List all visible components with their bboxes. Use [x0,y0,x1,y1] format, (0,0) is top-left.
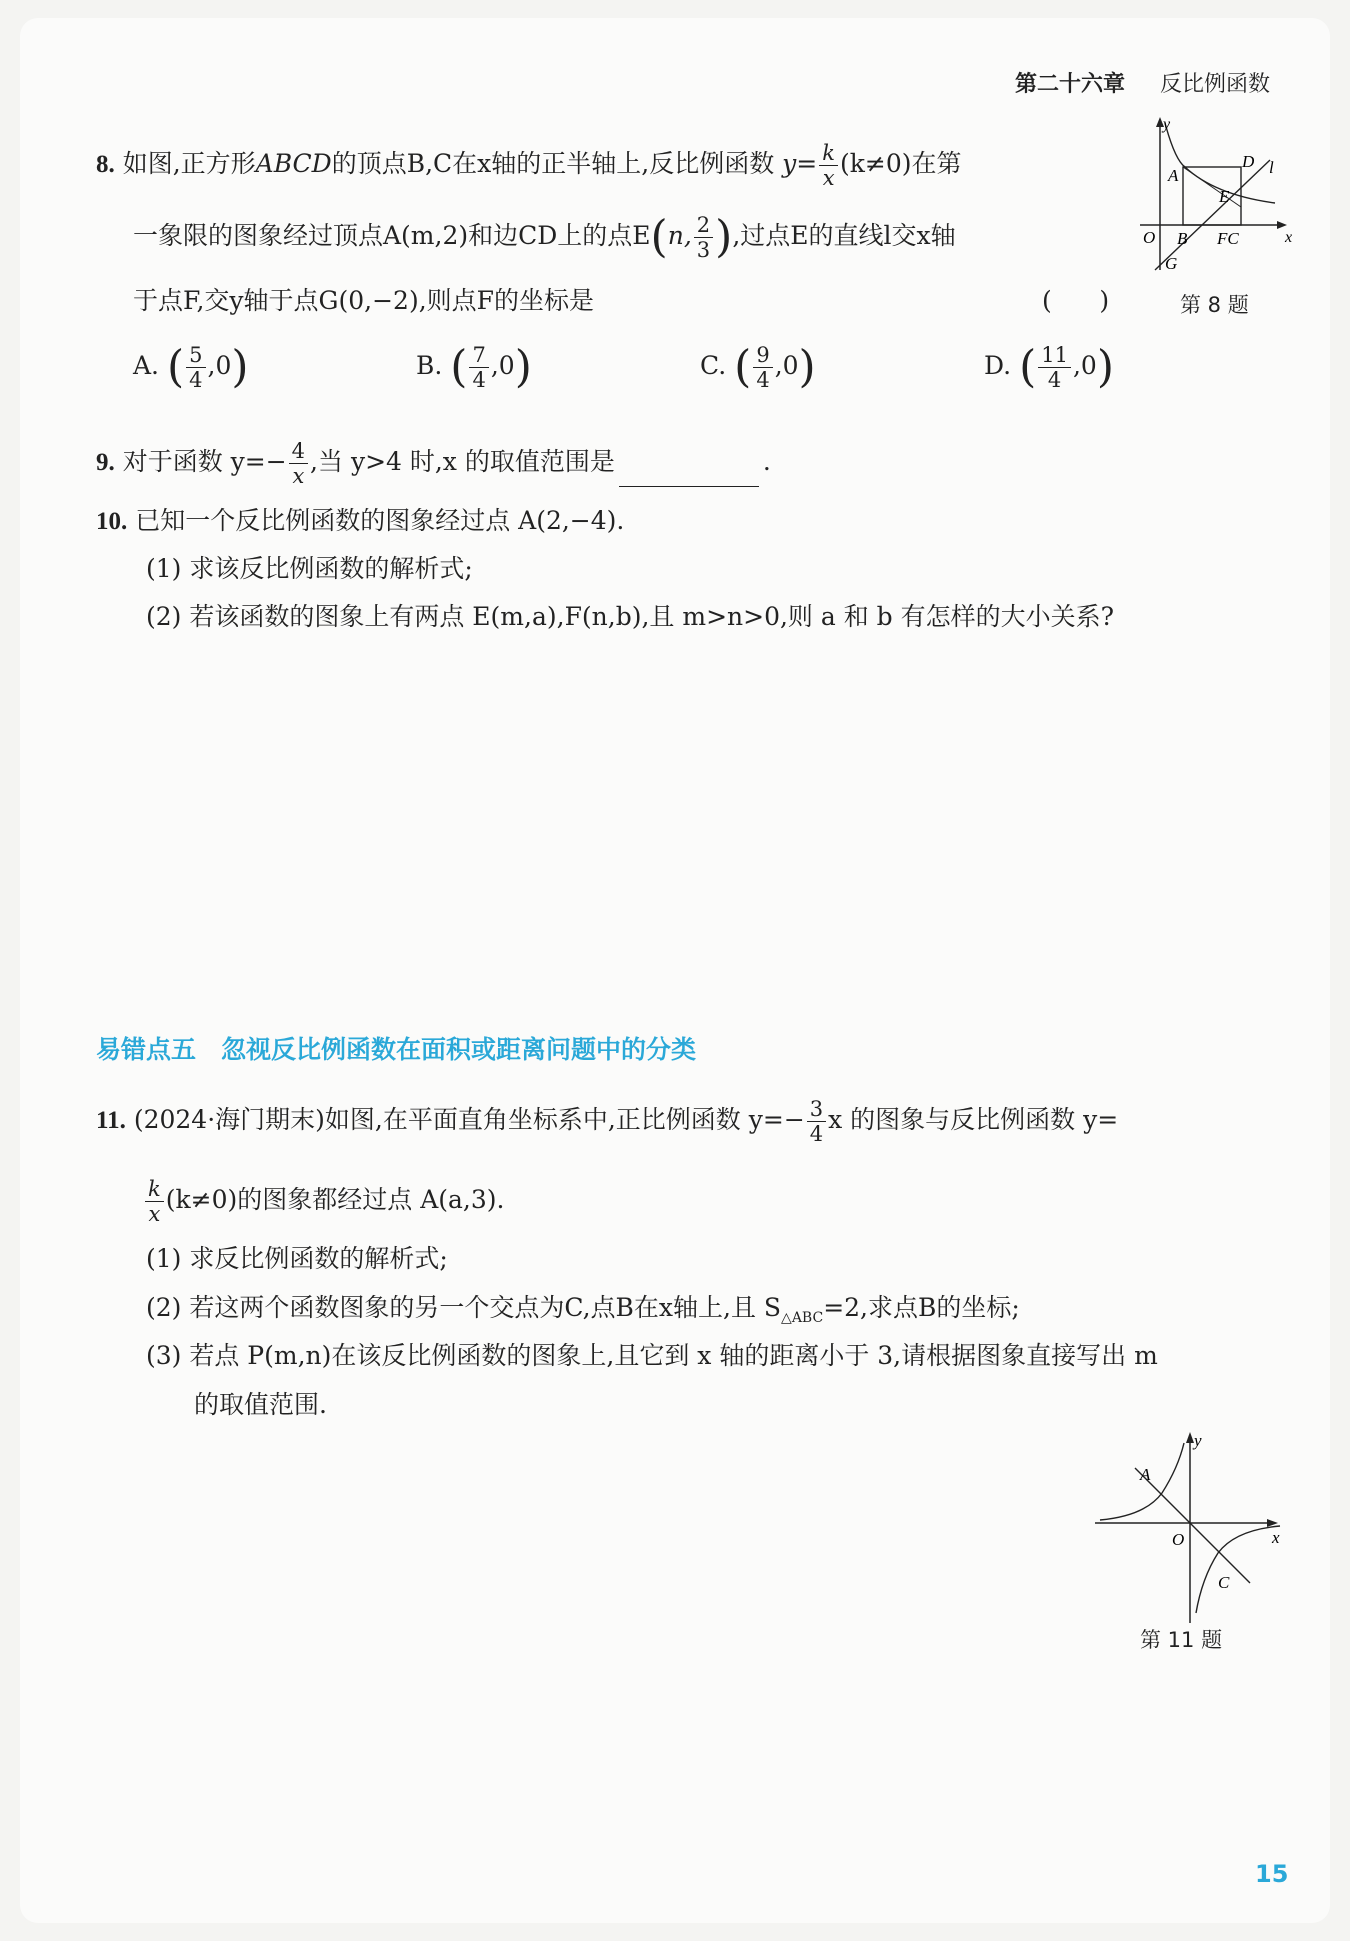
option-label: A. [133,351,160,381]
numerator: 3 [807,1098,826,1122]
text: 如图,正方形 [122,149,256,179]
label-d: D [1242,152,1255,171]
question-number: 9. [96,449,115,477]
fraction [807,1098,826,1145]
option-label: B. [416,351,443,381]
chapter-label: 第二十六章 [1015,72,1126,97]
denominator: x [292,464,305,489]
question-11-line1 [96,1098,1118,1145]
paren: ) [715,211,733,263]
paren: ) [1096,341,1114,393]
question-11-part1: (1) 求反比例函数的解析式; [146,1244,448,1273]
question-8-line1 [96,142,962,189]
denominator: 4 [472,368,486,393]
numerator: 4 [289,440,308,464]
text: y= [782,149,818,179]
numerator: 5 [186,344,205,368]
segment-ae [1183,167,1241,207]
denominator: 4 [189,368,203,393]
denominator: 4 [809,1122,824,1147]
fraction [186,344,205,391]
label-g: G [1165,254,1178,273]
text: n, [667,221,692,251]
question-10-stem [96,508,624,534]
figure-11-caption: 第 11 题 [1140,1628,1223,1652]
text: ,过点E的直线l交x轴 [732,221,956,251]
paren: ( [1019,341,1037,393]
answer-bracket: ( ) [1042,286,1110,315]
text: x 的图象与反比例函数 y= [828,1105,1119,1135]
numerator: 2 [694,214,713,238]
label-a: A [1168,166,1179,185]
option-label: D. [984,351,1012,381]
numerator: k [819,142,838,166]
text: 对于函数 y=− [122,447,287,477]
option-label: C. [700,351,727,381]
denominator: 4 [1047,368,1062,393]
fraction [819,142,838,189]
option-d [984,341,1114,393]
denominator: x [148,1202,161,1227]
section-heading: 易错点五 忽视反比例函数在面积或距离问题中的分类 [96,1035,697,1064]
text: (2024·海门期末)如图,在平面直角坐标系中,正比例函数 y=− [133,1105,805,1135]
paren: ) [798,341,816,393]
line-y-neg-three-quarters-x [1135,1468,1250,1583]
x-axis-arrow [1277,221,1287,229]
label-x: x [1272,1528,1280,1547]
text: ,0 [490,351,515,381]
paren: ) [514,341,532,393]
denominator: x [822,166,835,191]
y-axis-arrow [1186,1432,1194,1443]
question-9 [96,440,771,487]
subscript: △ABC [781,1310,824,1326]
question-number: 11. [96,1107,126,1135]
label-c: C [1218,1573,1230,1592]
label-fc: FC [1217,229,1239,248]
paren: ) [231,341,249,393]
text: 已知一个反比例函数的图象经过点 A(2,−4). [135,506,625,535]
question-11-part3-cont: 的取值范围. [194,1390,327,1419]
label-x: x [1285,229,1293,246]
fraction [753,344,772,391]
label-l: l [1269,158,1274,177]
label-y: y [1163,116,1171,133]
question-10-part2: (2) 若该函数的图象上有两点 E(m,a),F(n,b),且 m>n>0,则 a 和 b 有怎样的大小关系? [146,602,1115,631]
figure-8 [1135,115,1295,280]
numerator: k [145,1178,164,1202]
question-11-line2 [143,1178,504,1225]
denominator: 3 [696,238,711,263]
fraction [1038,344,1071,391]
question-number: 8. [96,151,115,179]
text: (2) 若这两个函数图象的另一个交点为C,点B在x轴上,且 S [146,1293,782,1322]
fraction [694,214,713,261]
text: . [762,447,771,477]
numerator: 9 [753,344,772,368]
text: ,0 [774,351,799,381]
paren: ( [450,341,468,393]
paren: ( [650,211,668,263]
label-a: A [1140,1465,1151,1484]
fraction [469,344,488,391]
question-11-part2 [146,1295,1020,1325]
question-number: 10. [96,508,128,535]
numerator: 11 [1038,344,1071,368]
label-o: O [1172,1530,1185,1549]
option-a [133,341,249,393]
question-11-part3: (3) 若点 P(m,n)在该反比例函数的图象上,且它到 x 轴的距离小于 3,请根据图象直接写出 m [146,1341,1158,1370]
denominator: 4 [756,368,770,393]
text: ,0 [207,351,232,381]
question-10-part1: (1) 求该反比例函数的解析式; [146,554,473,583]
text: =2,求点B的坐标; [823,1293,1020,1322]
figure-8-caption: 第 8 题 [1180,293,1249,317]
numerator: 7 [469,344,488,368]
question-8-line3: 于点F,交y轴于点G(0,−2),则点F的坐标是 [133,286,594,315]
paren: ( [166,341,185,393]
text: ,当 y>4 时,x 的取值范围是 [310,447,615,477]
label-o: O [1143,228,1156,247]
page-number: 15 [1255,1860,1289,1888]
text: 的顶点B,C在x轴的正半轴上,反比例函数 [331,149,775,179]
text: ,0 [1072,351,1097,381]
option-c [700,341,816,393]
text: 一象限的图象经过顶点A(m,2)和边CD上的点E [133,221,651,251]
fraction [145,1178,164,1225]
label-y: y [1194,1431,1202,1450]
answer-blank[interactable] [619,462,759,487]
option-b [416,341,532,393]
question-8-line2 [133,211,956,263]
hyperbola-branch-lower-right [1196,1526,1280,1613]
fraction [289,440,308,487]
text: (k≠0)在第 [839,149,962,179]
paren: ( [734,341,752,393]
text: (k≠0)的图象都经过点 A(a,3). [165,1185,505,1215]
text: ABCD [255,149,332,179]
label-b: B [1177,229,1188,248]
figure-11 [1090,1428,1290,1628]
label-e: E [1219,187,1230,206]
chapter-title: 反比例函数 [1160,72,1271,97]
